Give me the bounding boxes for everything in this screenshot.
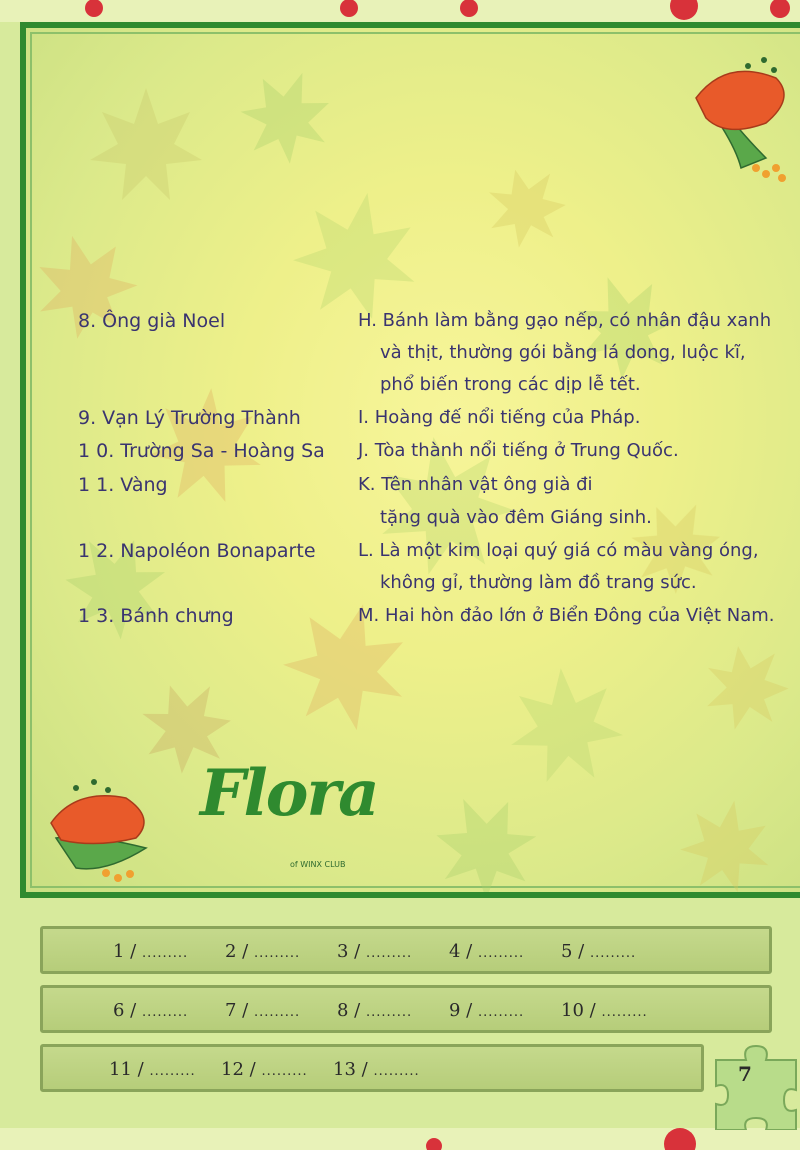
match-left-item: 1 1. Vàng (78, 474, 168, 496)
answer-slot[interactable]: 7 / ......... (225, 1000, 301, 1021)
cherry-icon (420, 1136, 450, 1150)
flora-logo: Flora (200, 756, 378, 831)
match-right-line: không gỉ, thường làm đồ trang sức. (380, 572, 697, 593)
page-number: 7 (738, 1062, 752, 1086)
answer-row-3 (40, 1044, 704, 1092)
match-right-line: phổ biến trong các dịp lễ tết. (380, 374, 641, 395)
answer-slot[interactable]: 12 / ......... (221, 1059, 308, 1080)
match-left-item: 1 0. Trường Sa - Hoàng Sa (78, 440, 325, 462)
answer-slot[interactable]: 10 / ......... (561, 1000, 648, 1021)
match-right-line: H. Bánh làm bằng gạo nếp, có nhân đậu xanh (358, 310, 772, 331)
match-left-item: 1 2. Napoléon Bonaparte (78, 540, 316, 562)
match-right-line: J. Tòa thành nổi tiếng ở Trung Quốc. (358, 440, 679, 461)
cherry-icon (760, 0, 800, 20)
match-left-item: 8. Ông già Noel (78, 310, 226, 332)
answer-slot[interactable]: 2 / ......... (225, 941, 301, 962)
match-right-line: và thịt, thường gói bằng lá dong, luộc kĩ, (380, 342, 746, 363)
answer-slot[interactable]: 4 / ......... (449, 941, 525, 962)
answer-slot[interactable]: 13 / ......... (333, 1059, 420, 1080)
match-right-line: K. Tên nhân vật ông già đi (358, 474, 593, 495)
cherry-icon (455, 0, 485, 20)
answer-slot[interactable]: 1 / ......... (113, 941, 189, 962)
puzzle-piece-icon (706, 1040, 800, 1130)
match-right-line: I. Hoàng đế nổi tiếng của Pháp. (358, 407, 641, 428)
match-right-line: M. Hai hòn đảo lớn ở Biển Đông của Việt Nam. (358, 605, 775, 626)
match-right-line: L. Là một kim loại quý giá có màu vàng óng, (358, 540, 759, 561)
answer-slot[interactable]: 9 / ......... (449, 1000, 525, 1021)
answer-row-2 (40, 985, 772, 1033)
cherry-icon (660, 0, 710, 20)
answer-slot[interactable]: 5 / ......... (561, 941, 637, 962)
cherry-icon (80, 0, 110, 20)
flora-logo-subtitle: of WINX CLUB (290, 860, 346, 869)
answer-slot[interactable]: 11 / ......... (109, 1059, 196, 1080)
answer-slot[interactable]: 3 / ......... (337, 941, 413, 962)
answer-slot[interactable]: 8 / ......... (337, 1000, 413, 1021)
flower-icon (51, 779, 146, 882)
cherry-icon (650, 1126, 710, 1150)
match-left-item: 1 3. Bánh chưng (78, 605, 234, 627)
answer-row-1 (40, 926, 772, 974)
cherry-icon (335, 0, 365, 20)
flower-icon (696, 57, 786, 182)
match-right-line: tặng quà vào đêm Giáng sinh. (380, 507, 652, 528)
answer-slot[interactable]: 6 / ......... (113, 1000, 189, 1021)
match-left-item: 9. Vạn Lý Trường Thành (78, 407, 301, 429)
